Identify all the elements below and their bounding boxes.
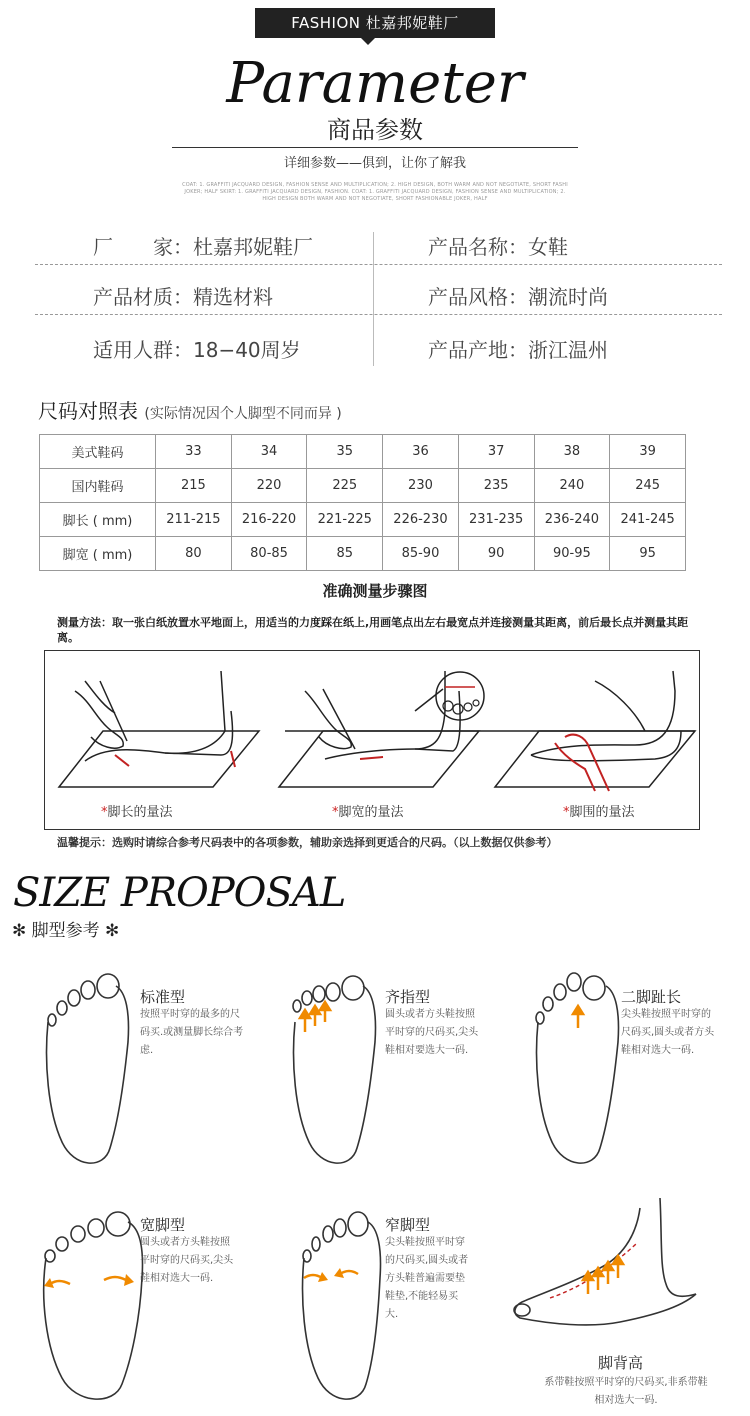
table-cell: 240 bbox=[534, 469, 610, 503]
info-material: 产品材质：精选材料 bbox=[93, 285, 273, 309]
table-cell: 85 bbox=[307, 537, 383, 571]
info-row bbox=[35, 318, 722, 368]
desc-line: 鞋相对要选大一码. bbox=[385, 1045, 469, 1056]
row-header: 脚宽 ( mm) bbox=[40, 537, 156, 571]
desc-line: 系带鞋按照平时穿的尺码买,非系带鞋 bbox=[544, 1377, 708, 1388]
table-cell: 90-95 bbox=[534, 537, 610, 571]
warm-tip: 温馨提示：选购时请综合参考尺码表中的各项参数，辅助亲选择到更适合的尺码。（以上数据仅供参考） bbox=[57, 836, 558, 849]
size-chart-note: (实际情况因个人脚型不同而异 ) bbox=[144, 406, 342, 422]
foot-type-high-instep: 脚背高 bbox=[598, 1354, 644, 1372]
desc-line: 相对选大一码. bbox=[594, 1395, 658, 1406]
desc-line: 平时穿的尺码买,尖头 bbox=[140, 1255, 234, 1266]
desc-line: 虑. bbox=[140, 1045, 154, 1056]
foot-desc-second-toe bbox=[621, 1006, 714, 1060]
desc-line: 尖头鞋按照平时穿的 bbox=[621, 1009, 711, 1020]
page-title-cn: 商品参数 bbox=[327, 116, 423, 144]
table-cell: 241-245 bbox=[610, 503, 686, 537]
desc-line: 按照平时穿的最多的尺 bbox=[140, 1009, 240, 1020]
title-divider bbox=[172, 147, 578, 148]
foot-wide-illustration bbox=[40, 1208, 150, 1408]
table-cell: 221-225 bbox=[307, 503, 383, 537]
page-subtitle: 详细参数——俱到，让你了解我 bbox=[283, 156, 466, 171]
asterisk: * bbox=[332, 805, 339, 820]
foot-second-toe-long-illustration bbox=[530, 972, 626, 1172]
table-cell: 80 bbox=[156, 537, 232, 571]
foot-even-toe-illustration bbox=[287, 972, 383, 1172]
desc-line: 尺码买,圆头或者方头 bbox=[621, 1027, 715, 1038]
info-row bbox=[35, 265, 722, 315]
foot-type-wide: 宽脚型 bbox=[140, 1216, 186, 1234]
foot-desc-wide bbox=[140, 1234, 233, 1288]
desc-line: 圆头或者方头鞋按照 bbox=[140, 1237, 230, 1248]
size-proposal-title: SIZE PROPOSAL bbox=[13, 870, 346, 916]
banner-pointer bbox=[361, 38, 375, 45]
foot-type-even-toe: 齐指型 bbox=[385, 988, 431, 1006]
table-cell: 220 bbox=[231, 469, 307, 503]
table-row bbox=[40, 503, 686, 537]
table-cell: 215 bbox=[156, 469, 232, 503]
foot-standard-illustration bbox=[40, 972, 136, 1172]
measure-title: 准确测量步骤图 bbox=[322, 582, 428, 600]
table-row bbox=[40, 435, 686, 469]
table-cell: 36 bbox=[383, 435, 459, 469]
desc-line: 鞋相对选大一码. bbox=[621, 1045, 695, 1056]
table-row bbox=[40, 537, 686, 571]
table-cell: 236-240 bbox=[534, 503, 610, 537]
header-banner: FASHION 杜嘉邦妮鞋厂 bbox=[255, 8, 495, 38]
label-foot-width: *脚宽的量法 bbox=[332, 805, 404, 820]
foot-desc-even-toe bbox=[385, 1006, 478, 1060]
fine-print: COAT: 1. GRAFFITI JACQUARD DESIGN, FASHION SENSE AND MULTIPLICATION; 2. HIGH DESIGN, BOTH WARM AND NOT NEGOTIATE, SHORT FASHI JOKER; HALF SKIRT: 1. GRAFFITI JACQUARD DESIGN, FASHION. COAT: 1. GRAFFITI JACQUARD DESIGN, FASHION SENSE AND MULTIPLICATION; 2. HIGH DESIGN BOTH WARM AND NOT NEGOTIATE, SHORT FASHIONABLE JOKER, HALF bbox=[182, 182, 568, 202]
info-row bbox=[35, 215, 722, 265]
measure-method: 测量方法：取一张白纸放置水平地面上，用适当的力度踩在纸上,用画笔点出左右最宽点并连接测量其距离，前后最长点并测量其距离。 bbox=[57, 616, 689, 644]
table-cell: 37 bbox=[458, 435, 534, 469]
desc-line: 鞋相对选大一码. bbox=[140, 1273, 214, 1284]
size-chart-title bbox=[38, 395, 342, 424]
table-row bbox=[40, 469, 686, 503]
row-header: 国内鞋码 bbox=[40, 469, 156, 503]
foot-narrow-illustration bbox=[296, 1208, 392, 1408]
table-cell: 225 bbox=[307, 469, 383, 503]
table-cell: 35 bbox=[307, 435, 383, 469]
info-audience: 适用人群：18−40周岁 bbox=[93, 338, 301, 362]
table-cell: 231-235 bbox=[458, 503, 534, 537]
table-cell: 235 bbox=[458, 469, 534, 503]
table-cell: 216-220 bbox=[231, 503, 307, 537]
table-cell: 211-215 bbox=[156, 503, 232, 537]
table-cell: 90 bbox=[458, 537, 534, 571]
row-header: 脚长 ( mm) bbox=[40, 503, 156, 537]
info-origin: 产品产地：浙江温州 bbox=[428, 338, 608, 362]
info-manufacturer: 厂 家：杜嘉邦妮鞋厂 bbox=[93, 235, 313, 259]
table-cell: 39 bbox=[610, 435, 686, 469]
label-foot-length: *脚长的量法 bbox=[101, 805, 173, 820]
foot-high-instep-illustration bbox=[510, 1198, 710, 1348]
table-cell: 226-230 bbox=[383, 503, 459, 537]
measure-illustration-box bbox=[44, 650, 700, 830]
page-title: Parameter bbox=[226, 51, 524, 116]
desc-line: 方头鞋普遍需要垫 bbox=[385, 1273, 465, 1284]
desc-line: 圆头或者方头鞋按照 bbox=[385, 1009, 475, 1020]
size-table bbox=[39, 434, 686, 571]
table-cell: 230 bbox=[383, 469, 459, 503]
desc-line: 的尺码买,圆头或者 bbox=[385, 1255, 469, 1266]
desc-line: 鞋垫,不能轻易买 bbox=[385, 1291, 459, 1302]
size-proposal-subtitle: ✻ 脚型参考 ✻ bbox=[12, 921, 120, 941]
table-cell: 95 bbox=[610, 537, 686, 571]
table-cell: 85-90 bbox=[383, 537, 459, 571]
table-cell: 80-85 bbox=[231, 537, 307, 571]
desc-line: 大. bbox=[385, 1309, 399, 1320]
foot-type-second-toe: 二脚趾长 bbox=[621, 988, 682, 1006]
table-cell: 34 bbox=[231, 435, 307, 469]
table-cell: 245 bbox=[610, 469, 686, 503]
foot-type-standard: 标准型 bbox=[140, 988, 186, 1006]
info-product-name: 产品名称：女鞋 bbox=[428, 235, 568, 259]
foot-type-narrow: 窄脚型 bbox=[385, 1216, 431, 1234]
foot-desc-standard bbox=[140, 1006, 243, 1060]
foot-desc-high-instep bbox=[526, 1374, 726, 1410]
asterisk: * bbox=[563, 805, 570, 820]
desc-line: 尖头鞋按照平时穿 bbox=[385, 1237, 465, 1248]
info-style: 产品风格：潮流时尚 bbox=[428, 285, 608, 309]
size-chart-heading: 尺码对照表 bbox=[38, 399, 138, 423]
foot-desc-narrow bbox=[385, 1234, 468, 1324]
row-header: 美式鞋码 bbox=[40, 435, 156, 469]
desc-line: 平时穿的尺码买,尖头 bbox=[385, 1027, 479, 1038]
label-foot-girth: *脚围的量法 bbox=[563, 805, 635, 820]
table-cell: 33 bbox=[156, 435, 232, 469]
desc-line: 码买.或测量脚长综合考 bbox=[140, 1027, 244, 1038]
asterisk: * bbox=[101, 805, 108, 820]
table-cell: 38 bbox=[534, 435, 610, 469]
